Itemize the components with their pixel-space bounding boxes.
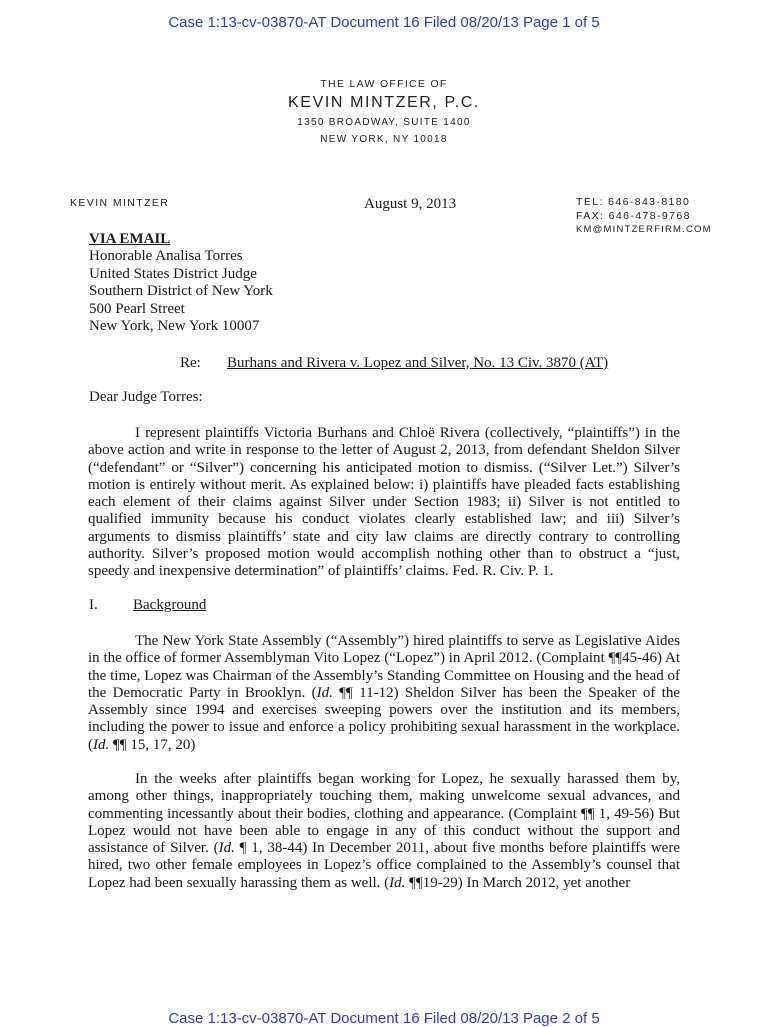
sender-name: KEVIN MINTZER: [70, 197, 170, 209]
letterhead-address-line1: 1350 BROADWAY, SUITE 1400: [297, 117, 471, 128]
intro-text: I represent plaintiffs Victoria Burhans and Chloë Rivera (collectively, “plaintiffs”) in the above action and write in response to the letter of August 2, 2013, from defendant Sheldon Silver (“defendant” or “Silver”) concerning his anticipated motion to dismiss. (“Silver Let.”) Silver’s motion is entirely without merit. As explained below: i) plaintiffs have pleaded facts establishing each element of their claims against Silver under Section 1983; ii) Silver is not entitled to qualified immunity because his conduct violates clearly established law; and iii) Silver’s arguments to dismiss plaintiffs’ state and city law claims are directly contrary to controlling authority. Silver’s proposed motion would accomplish nothing other than to obstruct a “just, speedy and inexpensive determination” of plaintiffs’ claims. Fed. R. Civ. P. 1.: [88, 425, 680, 580]
recipient-line: New York, New York 10007: [89, 318, 260, 334]
ecf-header-top: Case 1:13-cv-03870-AT Document 16 Filed 08/20/13 Page 1 of 5: [168, 14, 600, 31]
delivery-method: VIA EMAIL: [89, 231, 171, 247]
contact-tel: TEL: 646-843-8180: [576, 196, 691, 208]
recipient-line: Southern District of New York: [89, 283, 273, 299]
recipient-line: Honorable Analisa Torres: [89, 248, 243, 264]
letterhead-firm-name: KEVIN MINTZER, P.C.: [288, 94, 480, 111]
contact-fax: FAX: 646-478-9768: [576, 210, 691, 222]
citation-id: Id.: [218, 840, 235, 857]
para-text: The New York State Assembly (“Assembly”) hired plaintiffs to serve as Legislative Aides in the office of former Assemblyman Vito Lopez (“Lopez”) in April 2012. (Complaint ¶¶45-46) At the time, Lopez was Chairman of the Assembly’s Standing Committee on Housing and the head of the Democratic Party in Brooklyn. (: [88, 633, 680, 701]
para-text: ¶¶ 11-12) Sheldon Silver has been the Speaker of the Assembly since 1994 and exercises sweeping powers over the institution and its members, including the power to issue and enforce a policy prohibiting sexual harassment in the workplace. (: [88, 684, 680, 753]
recipient-address: [89, 248, 273, 336]
recipient-line: United States District Judge: [89, 265, 257, 282]
section-title: Background: [133, 597, 207, 613]
ecf-header-bottom: Case 1:13-cv-03870-AT Document 16 Filed 08/20/13 Page 2 of 5: [168, 1010, 600, 1027]
letter-date: August 9, 2013: [364, 196, 457, 212]
para-text: ¶ 1, 38-44) In December 2011, about five months before plaintiffs were hired, two other female employees in Lopez’s office complained to the Assembly’s counsel that Lopez had been sexually harassing them as well. (: [88, 840, 680, 891]
re-label: Re:: [180, 355, 201, 371]
section-number: I.: [89, 597, 98, 613]
letterhead-address-line2: NEW YORK, NY 10018: [320, 134, 448, 145]
contact-block: [576, 196, 716, 238]
recipient-line: 500 Pearl Street: [89, 300, 185, 317]
para-text: ¶¶19-29) In March 2012, yet another: [405, 874, 631, 891]
citation-id: Id.: [93, 736, 110, 753]
background-paragraph-1: [88, 633, 680, 754]
para-text: In the weeks after plaintiffs began working for Lopez, he sexually harassed them by, among other things, inappropriately touching them, making unwelcome sexual advances, and commenting incessantly about their bodies, clothing and appearance. (Complaint ¶¶ 1, 49-56) But Lopez would not have been able to engage in any of this conduct without the support and assistance of Silver. (: [88, 771, 680, 857]
contact-email[interactable]: KM@MINTZERFIRM.COM: [576, 224, 712, 235]
citation-id: Id.: [316, 684, 333, 701]
re-subject: Burhans and Rivera v. Lopez and Silver, No. 13 Civ. 3870 (AT): [227, 355, 609, 371]
salutation: Dear Judge Torres:: [89, 389, 203, 405]
letterhead-office-label: THE LAW OFFICE OF: [320, 78, 448, 90]
background-paragraph-2: [88, 771, 680, 892]
para-text: ¶¶ 15, 17, 20): [109, 736, 196, 753]
intro-paragraph: [88, 425, 680, 581]
citation-id: Id.: [389, 874, 406, 891]
